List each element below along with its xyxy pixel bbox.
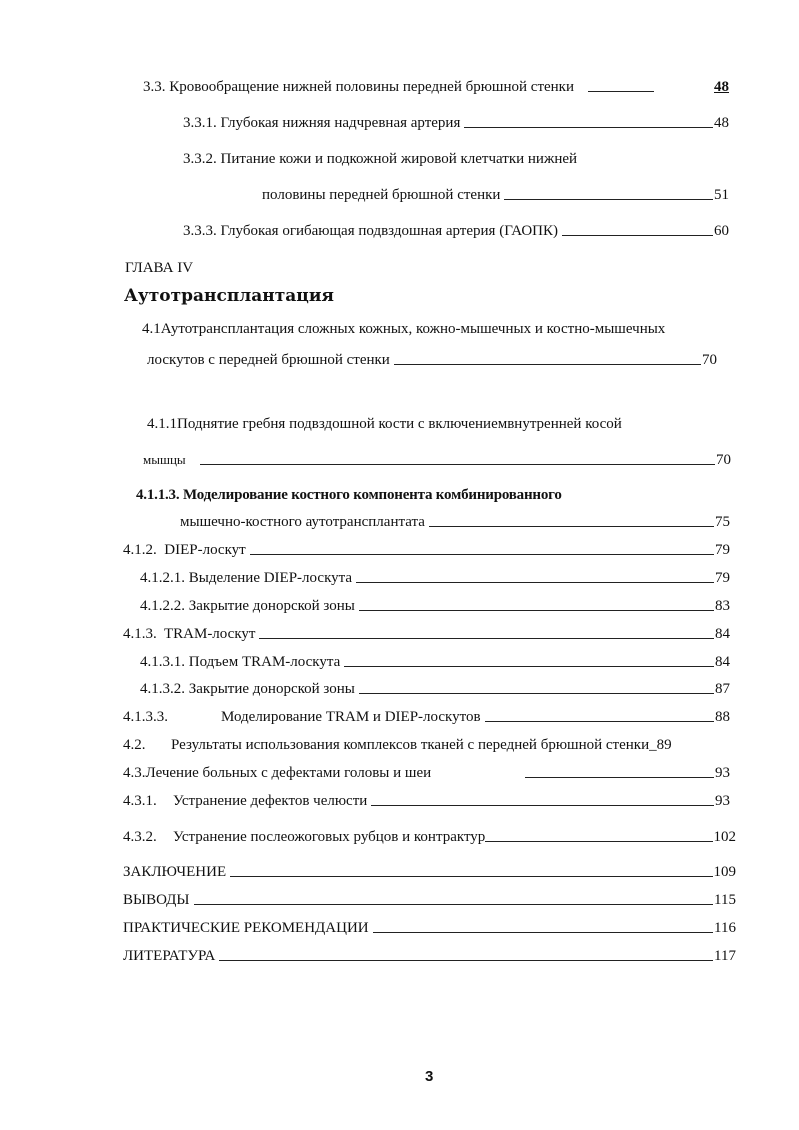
toc-entry-label: Результаты использования комплексов тканей с передней брюшной стенки_ bbox=[171, 737, 657, 753]
toc-leader-line bbox=[359, 693, 714, 694]
toc-entry-page: 115 bbox=[714, 892, 736, 908]
chapter-title: Аутотрансплантация bbox=[124, 286, 334, 306]
toc-leader-line bbox=[588, 91, 654, 92]
page-number: 3 bbox=[425, 1068, 434, 1085]
toc-leader-line bbox=[485, 841, 712, 842]
toc-entry-4-1-2-1[interactable] bbox=[140, 569, 730, 587]
toc-entry-label: 4.1.3.1. Подъем TRAM-лоскута bbox=[140, 654, 341, 670]
toc-entry-4-1-3-2[interactable] bbox=[140, 680, 730, 698]
toc-leader-line bbox=[429, 526, 714, 527]
toc-entry-4-1-1-line1[interactable]: 4.1.1Поднятие гребня подвздошной кости с включениемвнутренней косой bbox=[147, 416, 622, 432]
toc-entry-label: 3.3.1. Глубокая нижняя надчревная артерия bbox=[183, 115, 461, 131]
toc-entry-page: 84 bbox=[715, 626, 730, 642]
toc-entry-findings[interactable] bbox=[123, 891, 736, 909]
toc-entry-label: 4.1.3. TRAM-лоскут bbox=[123, 626, 256, 642]
toc-entry-label: лоскутов с передней брюшной стенки bbox=[147, 352, 390, 368]
toc-entry-4-1-2[interactable] bbox=[123, 541, 730, 559]
toc-entry-4-1-1-3[interactable] bbox=[180, 513, 730, 531]
toc-entry-4-1[interactable] bbox=[147, 351, 717, 369]
toc-entry-number: 4.1.3.3. bbox=[123, 709, 168, 725]
toc-leader-line bbox=[194, 904, 714, 905]
toc-entry-page: 84 bbox=[715, 654, 730, 670]
toc-entry-label: половины передней брюшной стенки bbox=[262, 187, 501, 203]
toc-entry-page: 88 bbox=[715, 709, 730, 725]
toc-entry-page: 60 bbox=[714, 223, 729, 239]
toc-entry-label: 4.1.2.2. Закрытие донорской зоны bbox=[140, 598, 355, 614]
toc-entry-4-3[interactable] bbox=[123, 764, 730, 782]
toc-entry-page: 79 bbox=[715, 542, 730, 558]
toc-entry-page: 117 bbox=[714, 948, 736, 964]
toc-entry-page: 79 bbox=[715, 570, 730, 586]
toc-entry-page: 93 bbox=[715, 765, 730, 781]
toc-entry-4-1-1-3-line1[interactable]: 4.1.1.3. Моделирование костного компонента комбинированного bbox=[136, 487, 562, 503]
toc-entry-3-3-3[interactable] bbox=[183, 222, 729, 240]
toc-entry-page: 87 bbox=[715, 681, 730, 697]
toc-entry-4-2[interactable] bbox=[123, 736, 735, 754]
toc-entry-3-3[interactable] bbox=[143, 78, 729, 96]
toc-entry-page: 89 bbox=[656, 737, 672, 753]
toc-leader-line bbox=[250, 554, 714, 555]
toc-entry-label: мышечно-костного аутотрансплантата bbox=[180, 514, 425, 530]
toc-entry-page: 70 bbox=[716, 452, 731, 468]
toc-leader-line bbox=[356, 582, 714, 583]
toc-entry-label: мышцы bbox=[143, 452, 186, 467]
toc-entry-page: 70 bbox=[702, 352, 717, 368]
toc-entry-label: Устранение дефектов челюсти bbox=[173, 793, 368, 809]
toc-entry-page: 116 bbox=[714, 920, 736, 936]
toc-leader-line bbox=[525, 777, 714, 778]
toc-entry-page: 102 bbox=[713, 829, 736, 845]
toc-entry-3-3-2-line1[interactable]: 3.3.2. Питание кожи и подкожной жировой клетчатки нижней bbox=[183, 151, 578, 167]
toc-leader-line bbox=[344, 666, 714, 667]
toc-leader-line bbox=[230, 876, 712, 877]
toc-entry-label: 4.1.3.2. Закрытие донорской зоны bbox=[140, 681, 355, 697]
toc-entry-number: 4.3.2. bbox=[123, 829, 157, 845]
toc-entry-number: 4.3.1. bbox=[123, 793, 157, 809]
toc-entry-page: 75 bbox=[715, 514, 730, 530]
toc-entry-label: 4.3.Лечение больных с дефектами головы и шеи bbox=[123, 765, 432, 781]
toc-leader-line bbox=[373, 932, 713, 933]
toc-entry-conclusion[interactable] bbox=[123, 863, 736, 881]
toc-entry-label: 4.1.2.1. Выделение DIEP-лоскута bbox=[140, 570, 353, 586]
toc-entry-4-3-1[interactable] bbox=[123, 792, 730, 810]
toc-entry-label: 4.1.2. DIEP-лоскут bbox=[123, 542, 246, 558]
toc-entry-3-3-2[interactable] bbox=[262, 186, 729, 204]
toc-entry-page: 83 bbox=[715, 598, 730, 614]
toc-leader-line bbox=[562, 235, 713, 236]
toc-entry-label: ЗАКЛЮЧЕНИЕ bbox=[123, 864, 227, 880]
toc-entry-label: 3.3. Кровообращение нижней половины передней брюшной стенки bbox=[143, 79, 575, 95]
toc-leader-line bbox=[394, 364, 701, 365]
toc-entry-literature[interactable] bbox=[123, 947, 736, 965]
toc-entry-3-3-1[interactable] bbox=[183, 114, 729, 132]
toc-entry-4-1-1[interactable] bbox=[143, 451, 731, 469]
toc-leader-line bbox=[219, 960, 713, 961]
toc-leader-line bbox=[359, 610, 714, 611]
toc-entry-number: 4.2. bbox=[123, 737, 146, 753]
toc-entry-page: 93 bbox=[715, 793, 730, 809]
toc-leader-line bbox=[200, 464, 715, 465]
toc-entry-page: 51 bbox=[714, 187, 729, 203]
toc-entry-4-1-3-1[interactable] bbox=[140, 653, 730, 671]
toc-entry-4-1-3-3[interactable] bbox=[123, 708, 730, 726]
toc-entry-label: ВЫВОДЫ bbox=[123, 892, 190, 908]
toc-entry-page: 109 bbox=[713, 864, 736, 880]
toc-leader-line bbox=[464, 127, 713, 128]
toc-entry-4-3-2[interactable] bbox=[123, 828, 736, 846]
toc-entry-label: ПРАКТИЧЕСКИЕ РЕКОМЕНДАЦИИ bbox=[123, 920, 369, 936]
toc-leader-line bbox=[485, 721, 714, 722]
toc-entry-label: 3.3.3. Глубокая огибающая подвздошная артерия (ГАОПК) bbox=[183, 223, 558, 239]
toc-leader-line bbox=[371, 805, 714, 806]
toc-entry-page: 48 bbox=[714, 115, 729, 131]
toc-entry-4-1-line1[interactable]: 4.1Аутотрансплантация сложных кожных, кожно-мышечных и костно-мышечных bbox=[142, 321, 666, 337]
toc-entry-4-1-3[interactable] bbox=[123, 625, 730, 643]
chapter-heading: ГЛАВА IV bbox=[125, 260, 194, 276]
toc-leader-line bbox=[504, 199, 713, 200]
toc-entry-label: Устранение послеожоговых рубцов и контрактур bbox=[173, 829, 486, 845]
toc-entry-label: Моделирование TRAM и DIEP-лоскутов bbox=[221, 709, 481, 725]
toc-entry-label: ЛИТЕРАТУРА bbox=[123, 948, 216, 964]
toc-entry-4-1-2-2[interactable] bbox=[140, 597, 730, 615]
toc-entry-recommendations[interactable] bbox=[123, 919, 736, 937]
toc-leader-line bbox=[259, 638, 714, 639]
toc-entry-page: 48 bbox=[714, 79, 729, 95]
